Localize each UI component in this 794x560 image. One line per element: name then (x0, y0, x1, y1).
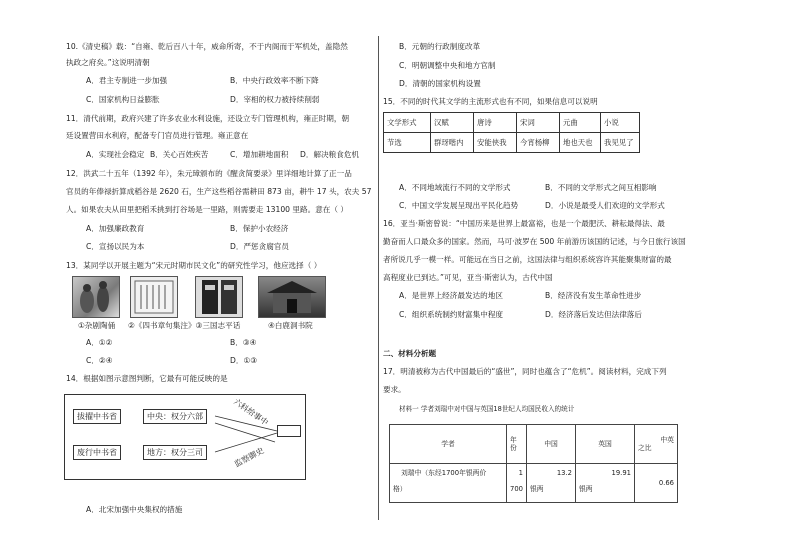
book-cover-image (195, 276, 243, 318)
table-cell: 我见见了 (601, 133, 640, 153)
section-heading: 二、材料分析题 (383, 349, 437, 358)
q10-option-d[interactable]: D．宰相的权力被持续削弱 (230, 95, 320, 104)
table-cell-britain-line2: 银两 (578, 485, 593, 494)
q13-stem: 13．某同学以开展主题为“宋元时期市民文化”的研究性学习，他应选择（ ） (66, 261, 322, 270)
q15-option-d[interactable]: D．小说是最受人们欢迎的文学形式 (545, 201, 665, 210)
q16-stem-line4: 高程度业已到达。”可见，亚当·斯密认为，古代中国 (383, 273, 553, 282)
table-cell-year (507, 464, 527, 503)
pottery-figure-image (72, 276, 120, 318)
table-header-ratio (634, 425, 677, 464)
q14-option-a[interactable]: A．北宋加强中央集权的措施 (86, 505, 183, 514)
academy-gate-image (258, 276, 326, 318)
q15-table (383, 112, 640, 153)
q11-option-d[interactable]: D．解决粮食危机 (300, 150, 360, 159)
table-cell: 群玡喈内 (431, 133, 474, 153)
q14-option-d[interactable]: D．清朝的国家机构设置 (399, 79, 481, 88)
table-cell: 文学形式 (384, 113, 431, 133)
q11-option-c[interactable]: C．增加耕地面积 (230, 150, 289, 159)
table-header-scholar: 学者 (390, 425, 507, 464)
q12-stem-line2: 官员的年俸禄折算成稻谷是 2620 石，生产这些稻谷需耕田 873 亩，耕牛 17 头，农夫 57 (66, 187, 372, 196)
table-cell-china-line2: 银两 (529, 485, 544, 494)
table-header-year (507, 425, 527, 464)
q13-option-d[interactable]: D．①③ (230, 356, 258, 365)
q15-option-a[interactable]: A．不同地域流行不同的文学形式 (399, 183, 511, 192)
table-cell-scholar-line1: 刘瑞中（东经1700年银两价 (401, 469, 487, 477)
table-cell-china (526, 464, 575, 503)
q16-stem-line3: 者所说几乎一模一样。可能远在当日之前，这国法律与组织系统容许其能聚集财富的最 (383, 255, 672, 264)
table-row (390, 425, 678, 464)
q14-diagram (64, 394, 306, 480)
q15-option-b[interactable]: B．不同的文学形式之间互相影响 (545, 183, 657, 192)
q16-option-a[interactable]: A．是世界上经济最发达的地区 (399, 291, 503, 300)
q10-stem-line2: 执政之府矣。”这说明清朝 (66, 58, 150, 67)
table-cell-year-line2: 700 (510, 485, 523, 494)
table-cell-britain-line1: 19.91 (611, 469, 631, 477)
q17-material-title: 材料一 学者刘瑞中对中国与英国18世纪人均国民收入的统计 (399, 405, 575, 413)
table-cell: 汉赋 (431, 113, 474, 133)
table-row (390, 464, 678, 503)
table-cell: 宋词 (517, 113, 560, 133)
q13-option-a[interactable]: A．①② (86, 338, 113, 347)
table-cell-britain (575, 464, 634, 503)
q12-option-a[interactable]: A．加强廉政教育 (86, 224, 145, 233)
column-divider (378, 36, 379, 520)
table-cell: 小说 (601, 113, 640, 133)
table-cell: 今宵杨柳 (517, 133, 560, 153)
diagram-label-censors-bottom: 监察御史 (233, 445, 266, 469)
table-cell-china-line1: 13.2 (556, 469, 572, 477)
table-cell: 元曲 (560, 113, 601, 133)
table-cell-ratio: 0.66 (634, 464, 677, 503)
table-cell-scholar-line2: 格） (393, 485, 407, 494)
table-cell: 唐诗 (474, 113, 517, 133)
diagram-label-censors-top: 六科给事中 (231, 397, 270, 428)
q12-option-b[interactable]: B．保护小农经济 (230, 224, 289, 233)
q12-option-c[interactable]: C．宣扬以民为本 (86, 242, 145, 251)
q13-caption-1: ①杂剧陶俑 (78, 321, 116, 330)
table-cell: 地也天也 (560, 133, 601, 153)
book-scroll-image (130, 276, 178, 318)
table-row (384, 133, 640, 153)
q17-stem-line1: 17．明清被称为古代中国最后的“盛世”，同时也蕴含了“危机”。阅读材料，完成下列 (383, 367, 667, 376)
table-cell-scholar (390, 464, 507, 503)
q15-option-c[interactable]: C．中国文学发展呈现出平民化趋势 (399, 201, 519, 210)
q16-stem-line2: 勤奋而人口最众多的国家。然而，马可·波罗在 500 年前游历该国的记述，与今日旅行该国 (383, 237, 686, 246)
diagram-connectors (65, 395, 305, 479)
table-header-ratio-bottom: 之比 (637, 444, 652, 452)
table-header-britain: 英国 (575, 425, 634, 464)
q14-option-c[interactable]: C．明朝调整中央和地方官制 (399, 61, 496, 70)
table-row (384, 113, 640, 133)
table-header-year-bottom: 份 (510, 444, 517, 452)
table-cell: 节选 (384, 133, 431, 153)
q10-option-c[interactable]: C．国家机构日益膨胀 (86, 95, 160, 104)
diagram-box-abolish-secretariat: 拔擢中书省 (73, 409, 121, 424)
q10-option-a[interactable]: A．君主专制进一步加强 (86, 76, 168, 85)
q11-option-a[interactable]: A．实现社会稳定 (86, 150, 145, 159)
q12-option-d[interactable]: D．严惩贪腐官员 (230, 242, 290, 251)
q17-table (389, 424, 678, 503)
table-cell-year-line1: 1 (518, 469, 523, 477)
q13-option-b[interactable]: B．③④ (230, 338, 257, 347)
diagram-box-central: 中央：权分六部 (143, 409, 207, 424)
q12-stem-line3: 人。如果农夫从田里把稻禾挑到打谷场是一里路，则需要走 13100 里路。意在（ ） (66, 205, 348, 214)
table-header-year-top: 年 (510, 435, 517, 444)
q10-option-b[interactable]: B．中央行政效率不断下降 (230, 76, 319, 85)
q10-stem-line1: 10.《清史稿》载：“自雍、乾后百八十年，威命所寄，不于内阁而于军机处，盖隐然 (66, 42, 348, 51)
q14-stem: 14．根据如图示意图判断，它最有可能反映的是 (66, 374, 228, 383)
q11-stem-line2: 廷设置营田水利府，配备专门官员进行管理。雍正意在 (66, 131, 249, 140)
diagram-box-local: 地方：权分三司 (143, 445, 207, 460)
table-header-china: 中国 (526, 425, 575, 464)
table-header-ratio-top: 中英 (660, 435, 674, 444)
q15-stem: 15．不同的时代其文学的主流形式也有不同，如果信息可以说明 (383, 97, 598, 106)
q13-option-c[interactable]: C．②④ (86, 356, 113, 365)
q14-option-b[interactable]: B．元朝的行政制度改革 (399, 42, 481, 51)
diagram-box-abolish-provincial: 废行中书省 (73, 445, 121, 460)
q16-stem-line1: 16．亚当·斯密曾说：“中国历来是世界上最富裕，也是一个最肥沃、耕耘最得法、最 (383, 219, 665, 228)
q16-option-d[interactable]: D．经济落后发达但法律落后 (545, 310, 642, 319)
table-cell: 安能侠我 (474, 133, 517, 153)
q17-stem-line2: 要求。 (383, 385, 406, 394)
q12-stem-line1: 12．洪武二十五年（1392 年），朱元璋颁布的《醒贪简要录》里详细地计算了正一品 (66, 169, 352, 178)
q11-option-b[interactable]: B．关心百姓疾苦 (150, 150, 209, 159)
q16-option-c[interactable]: C．组织系统制约财富集中程度 (399, 310, 504, 319)
q11-stem-line1: 11．清代前期，政府兴建了许多农业水利设施，还设立专门管理机构，雍正时期，朝 (66, 114, 350, 123)
q16-option-b[interactable]: B．经济没有发生革命性进步 (545, 291, 642, 300)
q13-caption-4: ④白鹿洞书院 (268, 321, 313, 330)
q13-caption-2-3: ②《四书章句集注》③三国志平话 (128, 321, 241, 330)
